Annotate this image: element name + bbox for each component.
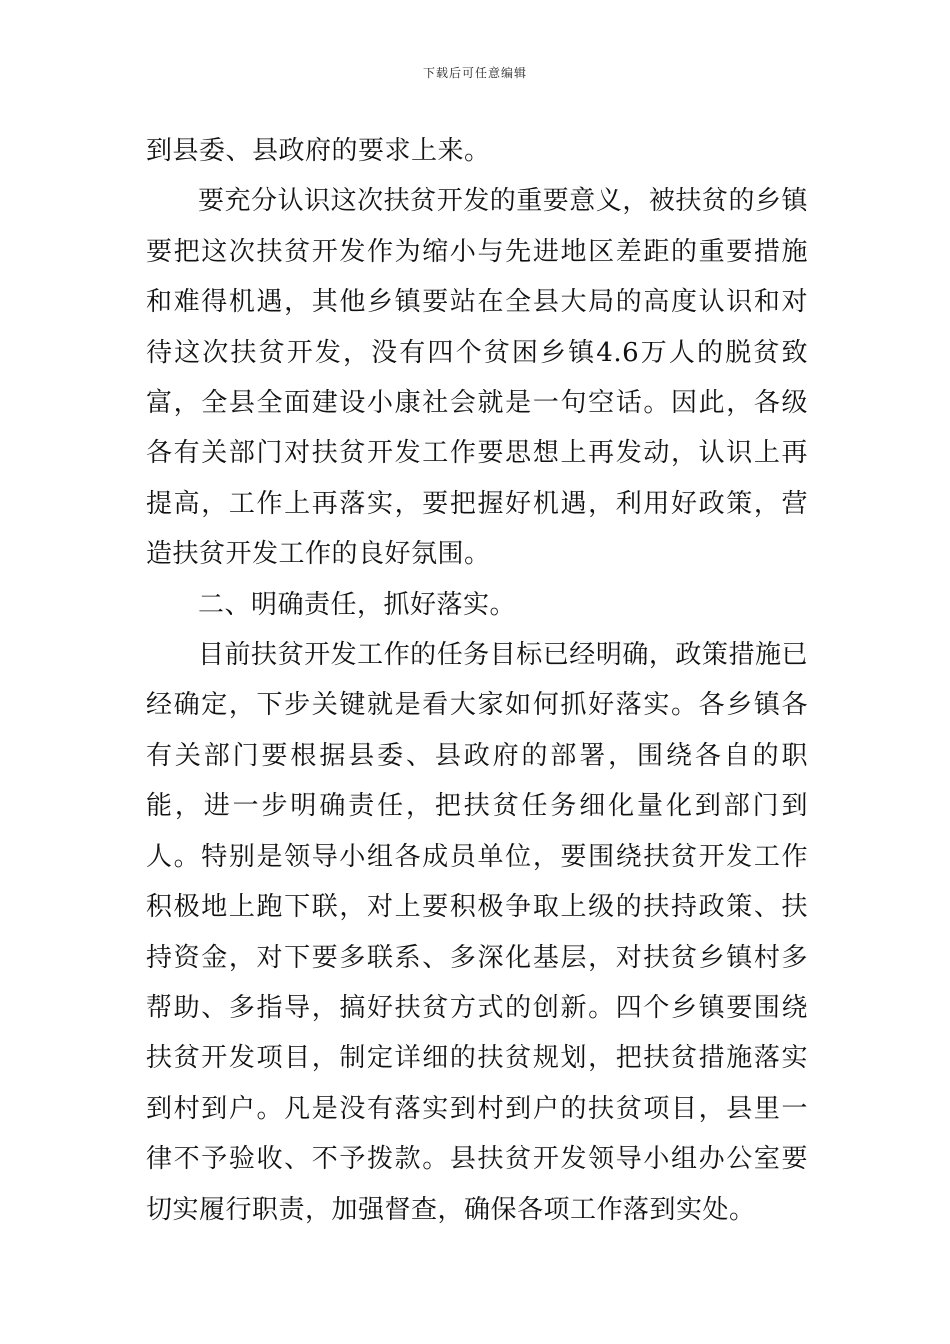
paragraph-responsibility: 目前扶贫开发工作的任务目标已经明确，政策措施已经确定，下步关键就是看大家如何抓好落实。各乡镇各有关部门要根据县委、县政府的部署，围绕各自的职能，进一步明确责任，把扶贫任务细化量化到部门到人。特别是领导小组各成员单位，要围绕扶贫开发工作积极地上跑下联，对上要积极争取上级的扶持政策、扶持资金，对下要多联系、多深化基层，对扶贫乡镇村多帮助、多指导，搞好扶贫方式的创新。四个乡镇要围绕扶贫开发项目，制定详细的扶贫规划，把扶贫措施落实到村到户。凡是没有落实到村到户的扶贫项目，县里一律不予验收、不予拨款。县扶贫开发领导小组办公室要切实履行职责，加强督查，确保各项工作落到实处。	[146, 640, 808, 1225]
section-heading: 二、明确责任，抓好落实。	[198, 589, 517, 620]
document-body	[146, 126, 808, 1235]
paragraph-continuation: 到县委、县政府的要求上来。	[146, 136, 491, 166]
paragraph-significance: 要充分认识这次扶贫开发的重要意义，被扶贫的乡镇要把这次扶贫开发作为缩小与先进地区差距的重要措施和难得机遇，其他乡镇要站在全县大局的高度认识和对待这次扶贫开发，没有四个贫困乡镇4.6万人的脱贫致富，全县全面建设小康社会就是一句空话。因此，各级各有关部门对扶贫开发工作要思想上再发动，认识上再提高，工作上再落实，要把握好机遇，利用好政策，营造扶贫开发工作的良好氛围。	[146, 186, 808, 570]
page-header: 下载后可任意编辑	[422, 66, 527, 80]
